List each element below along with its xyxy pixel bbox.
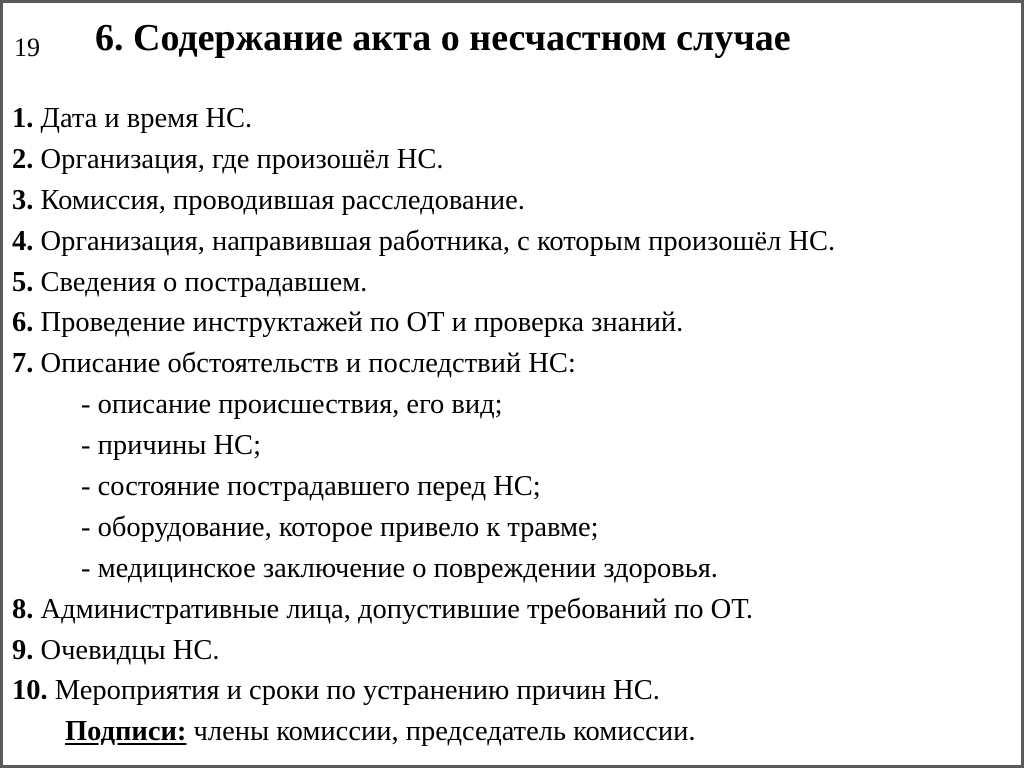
list-item-8 xyxy=(12,590,1015,631)
item-text: Организация, где произошёл НС. xyxy=(33,143,444,175)
list-item-5 xyxy=(12,263,1015,304)
item-number: 2. xyxy=(12,143,34,175)
list-item-6 xyxy=(12,303,1015,344)
sub-item: - оборудование, которое привело к травме; xyxy=(81,511,599,543)
item-number: 3. xyxy=(12,184,34,216)
item-number: 4. xyxy=(12,225,34,257)
item-number: 7. xyxy=(12,348,34,380)
sub-item: - причины НС; xyxy=(81,430,261,462)
list-item-9 xyxy=(12,631,1015,672)
sub-item: - медицинское заключение о повреждении здоровья. xyxy=(81,552,718,584)
item-number: 6. xyxy=(12,307,34,339)
item-text: Проведение инструктажей по ОТ и проверка знаний. xyxy=(33,307,684,339)
list-item-7 xyxy=(12,344,1015,385)
item-number: 9. xyxy=(12,634,34,666)
list-item-2 xyxy=(12,140,1015,181)
slide-title: 6. Содержание акта о несчастном случае xyxy=(95,17,791,59)
item-text: Организация, направившая работника, с которым произошёл НС. xyxy=(33,225,836,257)
item-text: Комиссия, проводившая расследование. xyxy=(33,184,525,216)
signatures-line xyxy=(12,712,1015,753)
item-number: 8. xyxy=(12,593,34,625)
item-text: Описание обстоятельств и последствий НС: xyxy=(33,348,576,380)
sub-item: - описание происшествия, его вид; xyxy=(81,389,503,421)
item-text: Очевидцы НС. xyxy=(33,634,220,666)
item-text: Дата и время НС. xyxy=(33,103,253,134)
item-text: Мероприятия и сроки по устранению причин НС. xyxy=(47,675,660,707)
signatures-text: члены комиссии, председатель комиссии. xyxy=(186,716,696,748)
list-item-3 xyxy=(12,181,1015,222)
slide-number: 19 xyxy=(14,33,40,62)
sub-item: - состояние пострадавшего перед НС; xyxy=(81,471,541,503)
signatures-label: Подписи: xyxy=(65,716,187,748)
list-item-10 xyxy=(12,671,1015,712)
list-item-4 xyxy=(12,222,1015,263)
content-list xyxy=(12,99,1015,753)
item-number: 1. xyxy=(12,103,34,134)
item-text: Сведения о пострадавшем. xyxy=(33,266,368,298)
item-number: 5. xyxy=(12,266,34,298)
list-item-1 xyxy=(12,99,1015,140)
item-number: 10. xyxy=(12,675,48,707)
item-text: Административные лица, допустившие требований по ОТ. xyxy=(33,593,753,625)
